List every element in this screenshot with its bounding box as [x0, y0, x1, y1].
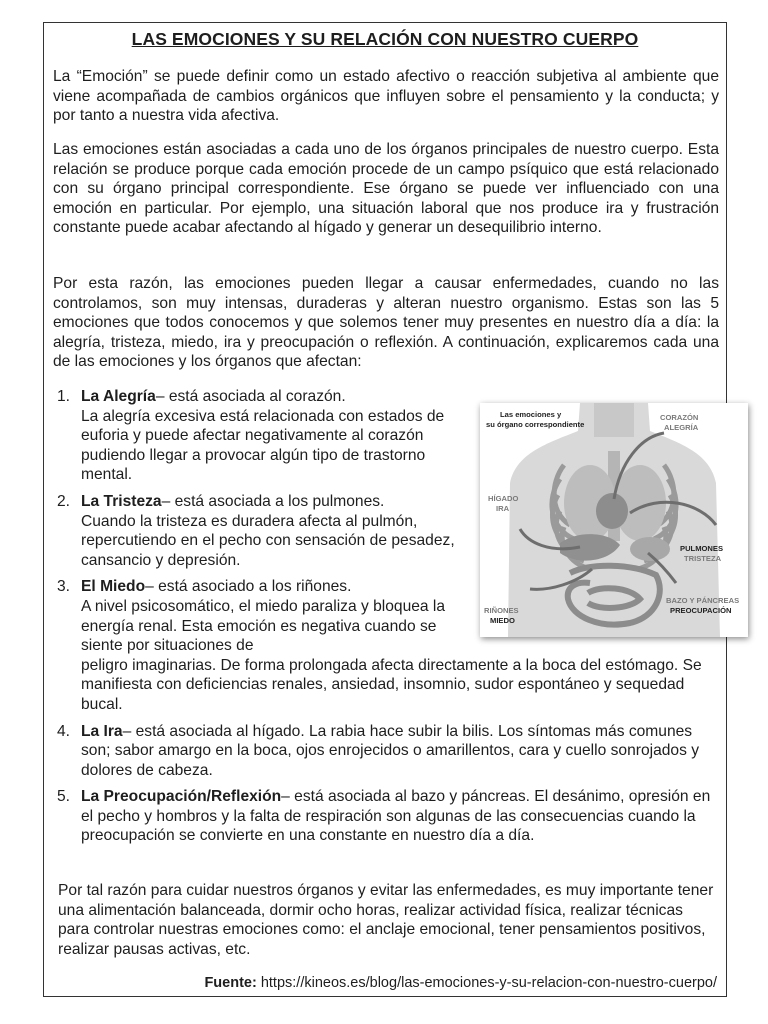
label-alegria: ALEGRÍA: [664, 423, 699, 432]
item-lead: – está asociada al bazo y páncreas. El desánimo, opresión en el pecho y hombros y la falta de respiración son algunas de las consecuencias cuando la preocupación se convierte en una constante en nuestro día a día.: [81, 788, 711, 845]
label-miedo: MIEDO: [490, 616, 515, 625]
list-number: 5.: [57, 788, 71, 806]
heart-shape: [596, 493, 628, 529]
label-corazon: CORAZÓN: [660, 413, 699, 422]
figure-title-line2: su órgano correspondiente: [486, 420, 585, 429]
item-term: La Tristeza: [81, 492, 162, 510]
item-term: El Miedo: [81, 578, 146, 596]
item-body-continued: peligro imaginarias. De forma prolongada afecta directamente a la boca del estómago. Se manifiesta con deficiencias renales, ansiedad, insomnio, sudor espontáneo y sequedad bucal.: [81, 656, 702, 713]
paragraph-conclusion: Por tal razón para cuidar nuestros órganos y evitar las enfermedades, es muy importante tener una alimentación balanceada, dormir ocho horas, realizar actividad física, realizar técnicas para controlar nuestras emociones como: el anclaje emocional, tener pensamientos positivos, realizar pausas activas, etc.: [58, 882, 714, 958]
label-rinones: RIÑONES: [484, 606, 519, 615]
item-body: La alegría excesiva está relacionada con estados de euforia y puede afectar negativamente al corazón pudiendo llegar a provocar algún tipo de trastorno mental.: [81, 407, 445, 484]
list-number: 4.: [57, 722, 71, 740]
item-lead: – está asociada a los pulmones.: [161, 492, 385, 510]
paragraph-diseases: Por esta razón, las emociones pueden llegar a causar enfermedades, cuando no las controlamos, son muy intensas, duraderas y alteran nuestro organismo. Estas son las 5 emociones que todos conocemos y que solemos tener muy presentes en nuestro día a día: la alegría, tristeza, miedo, ira y preocupación o reflexión. A continuación, explicaremos cada una de las emociones y los órganos que afectan:: [53, 275, 719, 371]
paragraph-definition: La “Emoción” se puede definir como un estado afectivo o reacción subjetiva al ambiente que viene acompañada de cambios orgánicos que influyen sobre el pensamiento y la conducta; y por tanto a nuestra vida afectiva.: [53, 68, 719, 125]
label-pulmones: PULMONES: [680, 544, 724, 553]
item-body: A nivel psicosomático, el miedo paraliza y bloquea la energía renal. Esta emoción es negativa cuando se siente por situaciones de: [81, 597, 446, 655]
item-term: La Preocupación/Reflexión: [81, 788, 282, 806]
label-preocupacion: PREOCUPACIÓN: [670, 606, 732, 615]
item-term: La Ira: [81, 722, 123, 740]
list-item-preocupacion: [53, 787, 721, 846]
item-term: La Alegría: [81, 388, 156, 405]
label-ira: IRA: [496, 504, 510, 513]
item-lead: – está asociada al hígado. La rabia hace subir la bilis. Los síntomas más comunes son; sabor amargo en la boca, ojos enrojecidos o amarillentos, cara y cuello sonrojados y dolores de cabeza.: [81, 722, 700, 779]
item-body: Cuando la tristeza es duradera afecta al pulmón, repercutiendo en el pecho con sensación de pesadez, cansancio y depresión.: [81, 512, 455, 569]
label-tristeza: TRISTEZA: [684, 554, 722, 563]
list-number: 3.: [57, 578, 71, 596]
neck-shape: [594, 403, 634, 437]
figure-title-line1: Las emociones y: [500, 410, 562, 419]
stomach-shape: [630, 537, 670, 561]
body-illustration: [480, 403, 748, 637]
list-number: 1.: [57, 388, 71, 405]
list-number: 2.: [57, 492, 71, 510]
label-bazo: BAZO Y PÁNCREAS: [666, 596, 740, 605]
paragraph-organs: Las emociones están asociadas a cada uno de los órganos principales de nuestro cuerpo. Esta relación se produce porque cada emoción procede de un campo psíquico que está relacionado con su órgano principal correspondiente. Ese órgano se puede ver influenciado con una emoción en particular. Por ejemplo, una situación laboral que nos produce ira y frustración constante puede acabar afectando al hígado y generar un desequilibrio interno.: [53, 141, 719, 237]
label-higado: HÍGADO: [488, 494, 519, 503]
list-item-ira: [53, 722, 721, 781]
document-frame: [43, 22, 740, 997]
item-lead: – está asociada al corazón.: [155, 388, 346, 405]
source-url: https://kineos.es/blog/las-emociones-y-su-relacion-con-nuestro-cuerpo/: [260, 975, 717, 991]
source-label: Fuente:: [204, 975, 257, 991]
page-title: LAS EMOCIONES Y SU RELACIÓN CON NUESTRO CUERPO: [131, 29, 639, 49]
item-lead: – está asociado a los riñones.: [145, 578, 352, 596]
source-line: [204, 975, 717, 991]
organs-figure: [480, 403, 748, 637]
